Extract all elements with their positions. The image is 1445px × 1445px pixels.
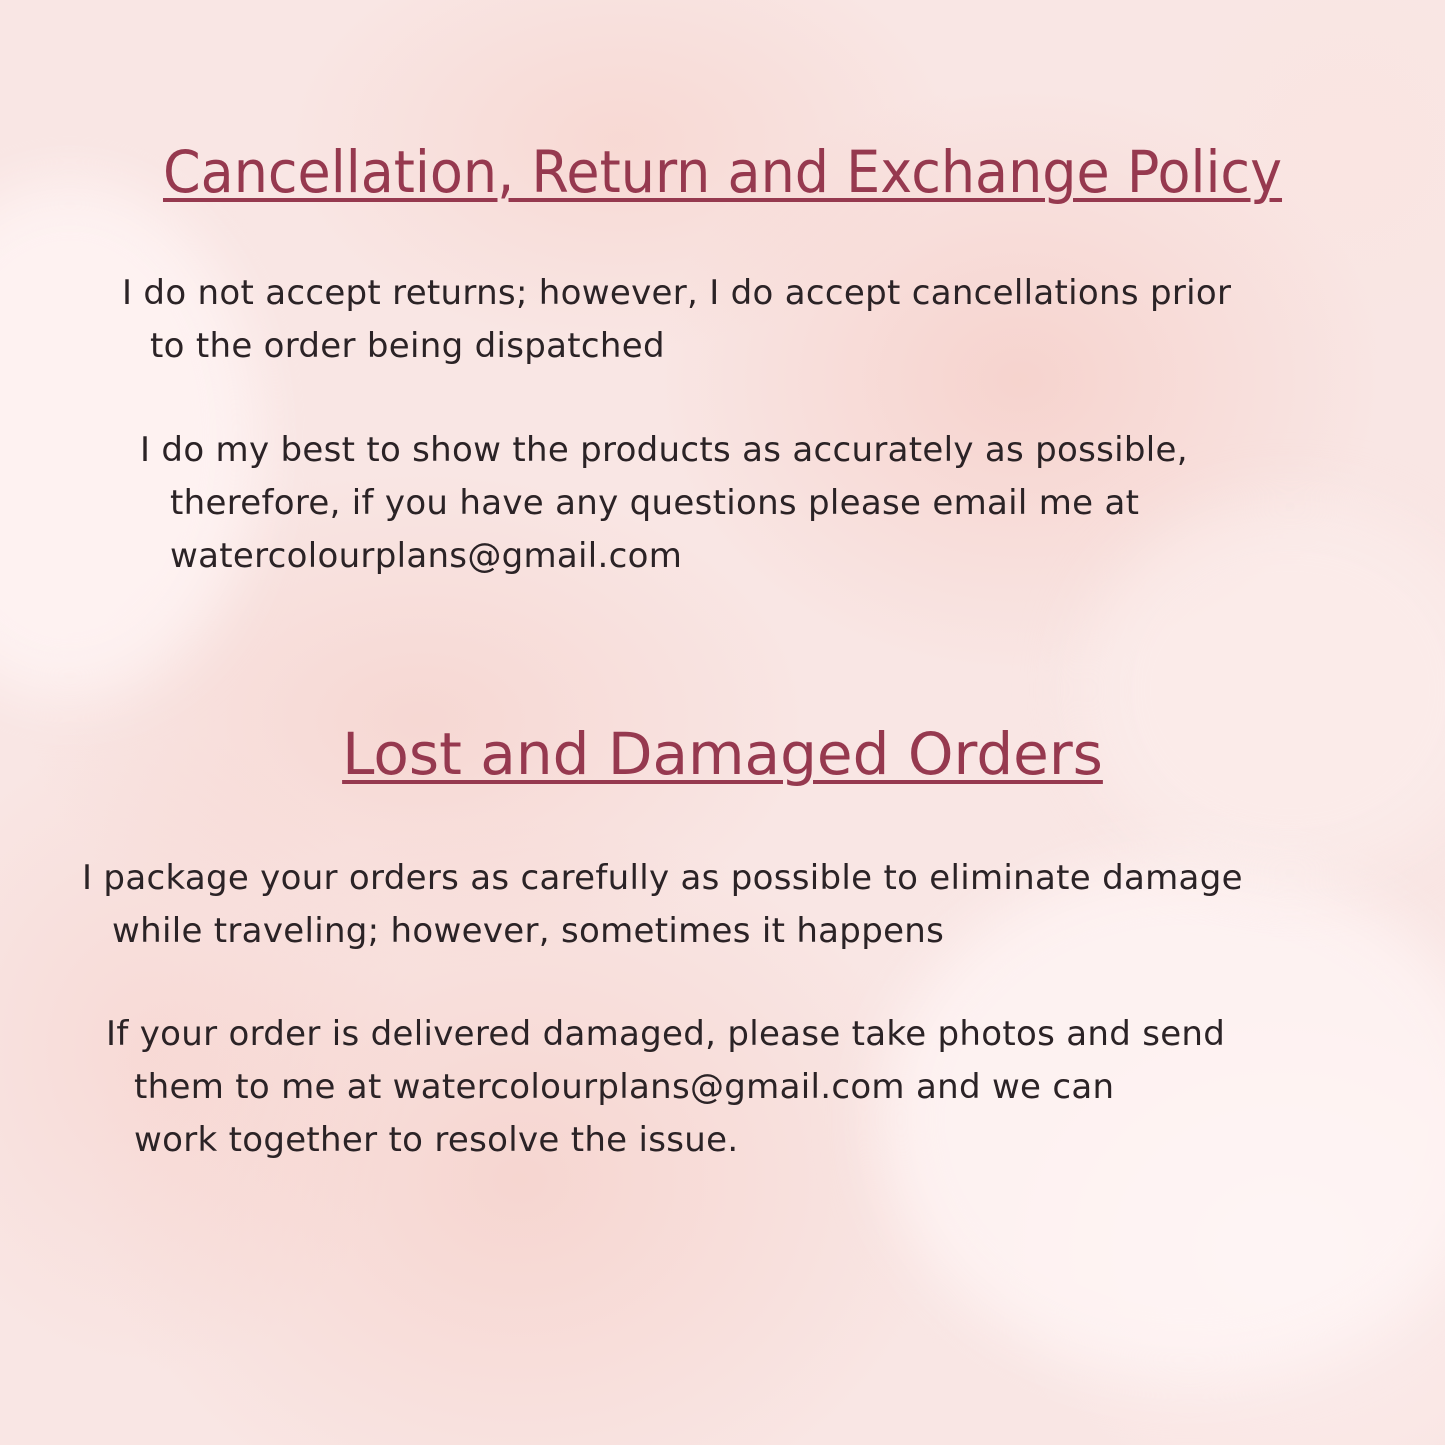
text-line: while traveling; however, sometimes it happens [112,911,945,951]
text-line: I do my best to show the products as accurately as possible, [140,430,1188,470]
damaged-order-paragraph [106,1008,1225,1167]
cancellation-policy-heading: Cancellation, Return and Exchange Policy [162,138,1283,206]
packaging-paragraph [82,852,1243,958]
accuracy-paragraph [140,424,1188,583]
text-line: them to me at watercolourplans@gmail.com and we can [134,1067,1115,1107]
text-line: If your order is delivered damaged, please take photos and send [106,1014,1226,1054]
text-line: I do not accept returns; however, I do accept cancellations prior [122,273,1232,313]
lost-damaged-heading: Lost and Damaged Orders [342,720,1103,788]
email-text: watercolourplans@gmail.com [170,536,683,576]
text-line: work together to resolve the issue. [134,1120,739,1160]
text-line: to the order being dispatched [150,326,665,366]
text-line: I package your orders as carefully as possible to eliminate damage [82,858,1243,898]
cancellation-paragraph [122,267,1231,373]
text-line: therefore, if you have any questions please email me at [170,483,1140,523]
